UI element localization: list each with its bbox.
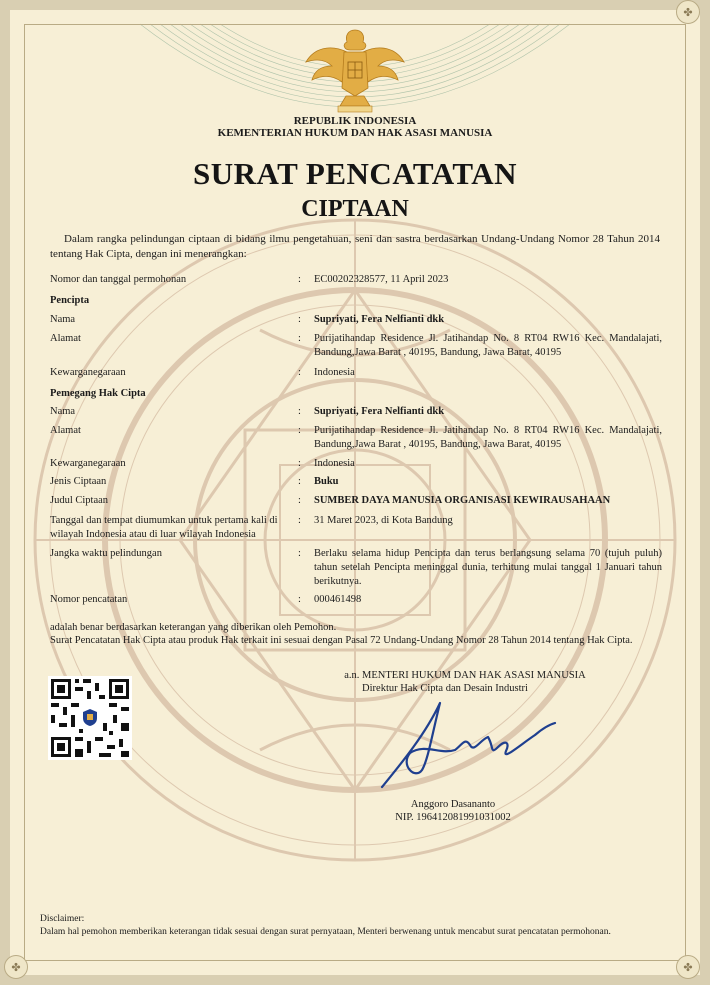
field-label: Nama [50, 406, 76, 417]
creator-citizenship: Indonesia [314, 367, 355, 378]
colon: : [298, 425, 301, 436]
record-number: 000461498 [314, 594, 362, 605]
work-title: SUMBER DAYA MANUSIA ORGANISASI KEWIRAUSAHAAN [314, 495, 611, 506]
signatory-nip: NIP. 196412081991031002 [395, 812, 511, 823]
signature-on-behalf: a.n. MENTERI HUKUM DAN HAK ASASI MANUSIA [344, 670, 586, 681]
creator-name: Supriyati, Fera Nelfianti dkk [314, 314, 445, 325]
qr-code-icon[interactable] [48, 676, 132, 760]
colon: : [298, 476, 301, 487]
title-line-2: CIPTAAN [301, 196, 409, 222]
field-label: Jenis Ciptaan [50, 476, 107, 487]
colon: : [298, 515, 301, 526]
field-label: Jangka waktu pelindungan [50, 548, 162, 559]
country-name: REPUBLIK INDONESIA [293, 115, 417, 127]
field-label: Kewarganegaraan [50, 367, 126, 378]
colon: : [298, 458, 301, 469]
colon: : [298, 406, 301, 417]
colon: : [298, 495, 301, 506]
field-label: Tanggal dan tempat diumumkan untuk pertama kali di wilayah Indonesia atau di luar wilayah Indonesia [50, 515, 278, 540]
holder-address: Purijatihandap Residence Jl. Jatihandap No. 8 RT04 RW16 Kec. Mandalajati, Bandung,Jawa Barat , 40195, Bandung, Jawa Barat, 40195 [314, 425, 662, 450]
corner-ornament-icon: ✤ [676, 955, 700, 979]
holder-name: Supriyati, Fera Nelfianti dkk [314, 406, 445, 417]
colon: : [298, 548, 301, 559]
colon: : [298, 314, 301, 325]
closing-line-1: adalah benar berdasarkan keterangan yang diberikan oleh Pemohon. [50, 622, 337, 633]
field-label: Nama [50, 314, 76, 325]
signature-position: Direktur Hak Cipta dan Desain Industri [362, 683, 528, 694]
field-label: Nomor dan tanggal permohonan [50, 274, 187, 285]
ministry-name: KEMENTERIAN HUKUM DAN HAK ASASI MANUSIA [217, 127, 493, 139]
handwritten-signature [370, 695, 560, 795]
field-label: Nomor pencatatan [50, 594, 128, 605]
closing-line-2: Surat Pencatatan Hak Cipta atau produk Hak terkait ini sesuai dengan Pasal 72 Undang-Undang Nomor 28 Tahun 2014 tentang Hak Cipta. [50, 635, 633, 646]
field-label: Alamat [50, 333, 81, 344]
field-label: Kewarganegaraan [50, 458, 126, 469]
colon: : [298, 333, 301, 344]
work-term: Berlaku selama hidup Pencipta dan terus berlangsung selama 70 (tujuh puluh) tahun setelah Pencipta meninggal dunia, terhitung mulai tanggal 1 Januari tahun berikutnya. [314, 548, 662, 587]
disclaimer-label: Disclaimer: [40, 914, 85, 924]
work-published: 31 Maret 2023, di Kota Bandung [314, 515, 453, 526]
section-holder: Pemegang Hak Cipta [50, 388, 146, 399]
holder-citizenship: Indonesia [314, 458, 355, 469]
corner-ornament-icon: ✤ [4, 955, 28, 979]
section-creator: Pencipta [50, 295, 90, 306]
field-label: Judul Ciptaan [50, 495, 109, 506]
colon: : [298, 274, 301, 285]
intro-text: Dalam rangka pelindungan ciptaan di bidang ilmu pengetahuan, seni dan sastra berdasarkan Undang-Undang Nomor 28 Tahun 2014 tentang Hak Cipta, dengan ini menerangkan: [50, 233, 660, 260]
colon: : [298, 594, 301, 605]
application-value: EC00202328577, 11 April 2023 [314, 274, 449, 285]
title-line-1: SURAT PENCATATAN [192, 156, 518, 191]
disclaimer-text: Dalam hal pemohon memberikan keterangan tidak sesuai dengan surat pernyataan, Menteri berwenang untuk mencabut surat pencatatan permohonan. [40, 927, 611, 937]
corner-ornament-icon: ✤ [676, 0, 700, 24]
creator-address: Purijatihandap Residence Jl. Jatihandap No. 8 RT04 RW16 Kec. Mandalajati, Bandung,Jawa Barat , 40195, Bandung, Jawa Barat, 40195 [314, 333, 662, 358]
work-type: Buku [314, 476, 339, 487]
field-label: Alamat [50, 425, 81, 436]
signatory-name: Anggoro Dasananto [410, 799, 496, 810]
colon: : [298, 367, 301, 378]
